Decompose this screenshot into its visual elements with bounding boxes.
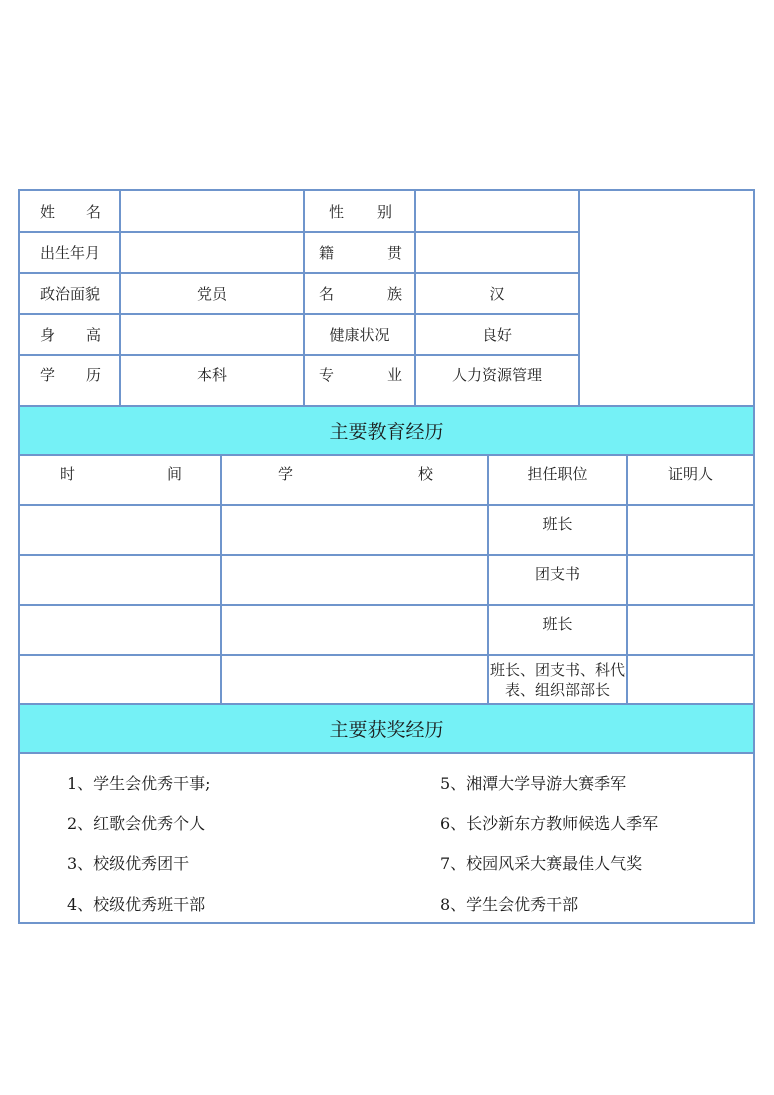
ethnic-value: 汉 <box>489 285 505 303</box>
photo-box <box>580 191 753 405</box>
edu-row-1-position: 班长 <box>542 514 573 533</box>
award-item: 8、学生会优秀干部 <box>440 895 579 914</box>
name-label: 姓 名 <box>40 202 101 221</box>
political-value: 党员 <box>196 285 227 303</box>
award-item: 2、红歌会优秀个人 <box>67 814 206 833</box>
birth-label: 出生年月 <box>40 244 101 262</box>
award-item: 6、长沙新东方教师候选人季军 <box>440 814 659 833</box>
edu-header-time: 时 间 <box>60 464 182 483</box>
edu-header-school: 学 校 <box>278 464 433 483</box>
education-section-title: 主要教育经历 <box>20 407 753 454</box>
award-item: 3、校级优秀团干 <box>67 854 190 873</box>
health-value: 良好 <box>481 326 512 344</box>
edu-row-4-position: 班长、团支书、科代表、组织部部长 <box>489 661 625 699</box>
edu-row-3-position: 班长 <box>542 614 573 633</box>
ethnic-label: 名 族 <box>319 285 402 303</box>
edu-row-2-position: 团支书 <box>534 564 580 583</box>
native-value[interactable] <box>416 233 578 272</box>
education-value: 本科 <box>196 365 227 384</box>
height-value[interactable] <box>121 315 303 354</box>
native-label: 籍 贯 <box>319 244 402 262</box>
height-label: 身 高 <box>40 326 101 344</box>
award-item: 4、校级优秀班干部 <box>67 895 206 914</box>
name-value[interactable] <box>121 191 303 231</box>
award-item: 1、学生会优秀干事; <box>67 774 211 793</box>
award-item: 5、湘潭大学导游大赛季军 <box>440 774 627 793</box>
awards-section-title: 主要获奖经历 <box>20 705 753 752</box>
major-value: 人力资源管理 <box>451 365 542 384</box>
political-label: 政治面貌 <box>40 285 101 303</box>
edu-header-witness: 证明人 <box>667 464 713 483</box>
gender-value[interactable] <box>416 191 578 231</box>
gender-label: 性 别 <box>329 202 392 221</box>
birth-value[interactable] <box>121 233 303 272</box>
education-label: 学 历 <box>40 365 101 384</box>
award-item: 7、校园风采大赛最佳人气奖 <box>440 854 643 873</box>
edu-header-position: 担任职位 <box>527 464 588 483</box>
health-label: 健康状况 <box>329 326 390 344</box>
major-label: 专 业 <box>319 365 402 384</box>
